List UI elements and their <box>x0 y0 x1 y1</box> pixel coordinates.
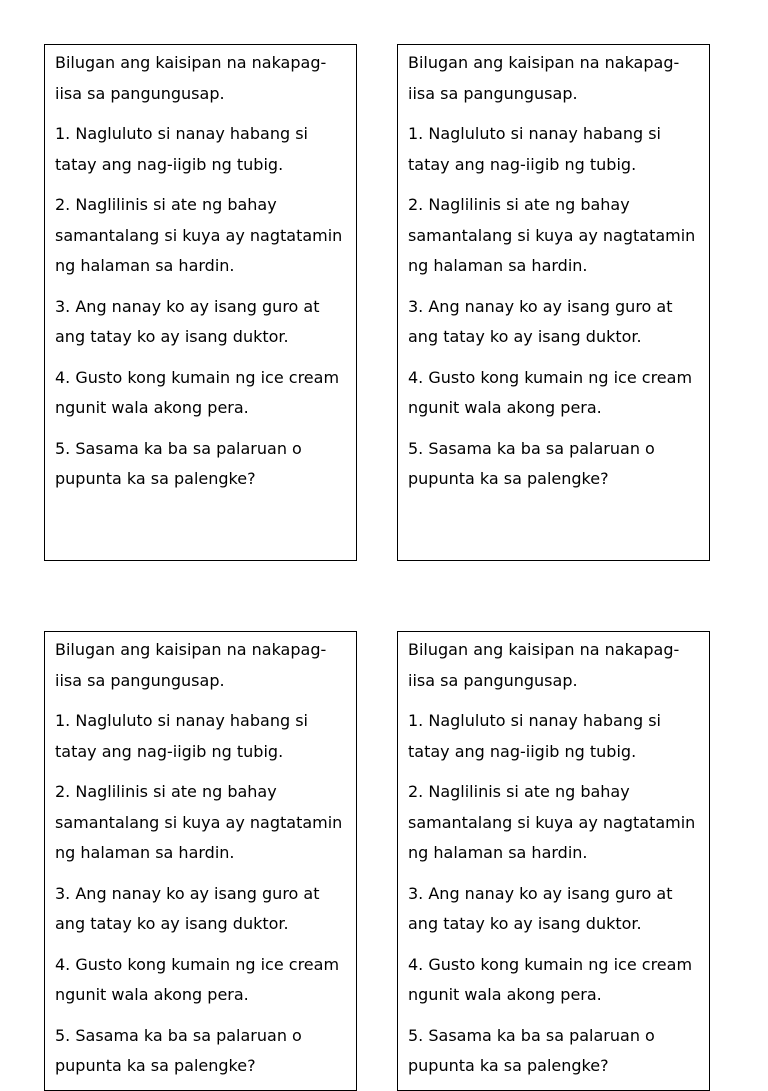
card-item-1: 1. Nagluluto si nanay habang si tatay ang nag-iigib ng tubig. <box>55 124 308 174</box>
card-item-4: 4. Gusto kong kumain ng ice cream ngunit wala akong pera. <box>408 367 693 417</box>
card-item-2: 2. Naglilinis si ate ng bahay samantalang si kuya ay nagtatamin ng halaman sa hardin. <box>55 782 343 862</box>
card-item-4: 4. Gusto kong kumain ng ice cream ngunit wala akong pera. <box>408 954 693 1004</box>
card-item-1: 1. Nagluluto si nanay habang si tatay ang nag-iigib ng tubig. <box>55 711 308 761</box>
worksheet-card-top-right <box>397 44 710 561</box>
card-instruction: Bilugan ang kaisipan na nakapag-iisa sa pangungusap. <box>55 53 327 103</box>
card-item-5: 5. Sasama ka ba sa palaruan o pupunta ka sa palengke? <box>408 1025 655 1075</box>
card-item-3: 3. Ang nanay ko ay isang guro at ang tatay ko ay isang duktor. <box>408 296 673 346</box>
card-item-3: 3. Ang nanay ko ay isang guro at ang tatay ko ay isang duktor. <box>55 883 320 933</box>
worksheet-card-bottom-left <box>44 631 357 1091</box>
worksheet-card-bottom-right <box>397 631 710 1091</box>
card-item-4: 4. Gusto kong kumain ng ice cream ngunit wala akong pera. <box>55 367 340 417</box>
card-item-5: 5. Sasama ka ba sa palaruan o pupunta ka sa palengke? <box>55 438 302 488</box>
card-item-1: 1. Nagluluto si nanay habang si tatay ang nag-iigib ng tubig. <box>408 711 661 761</box>
card-instruction: Bilugan ang kaisipan na nakapag-iisa sa pangungusap. <box>55 640 327 690</box>
card-item-2: 2. Naglilinis si ate ng bahay samantalang si kuya ay nagtatamin ng halaman sa hardin. <box>408 782 696 862</box>
worksheet-card-top-left <box>44 44 357 561</box>
card-item-3: 3. Ang nanay ko ay isang guro at ang tatay ko ay isang duktor. <box>408 883 673 933</box>
card-item-2: 2. Naglilinis si ate ng bahay samantalang si kuya ay nagtatamin ng halaman sa hardin. <box>55 195 343 275</box>
card-item-4: 4. Gusto kong kumain ng ice cream ngunit wala akong pera. <box>55 954 340 1004</box>
card-item-5: 5. Sasama ka ba sa palaruan o pupunta ka sa palengke? <box>55 1025 302 1075</box>
card-item-1: 1. Nagluluto si nanay habang si tatay ang nag-iigib ng tubig. <box>408 124 661 174</box>
card-instruction: Bilugan ang kaisipan na nakapag-iisa sa pangungusap. <box>408 53 680 103</box>
card-item-2: 2. Naglilinis si ate ng bahay samantalang si kuya ay nagtatamin ng halaman sa hardin. <box>408 195 696 275</box>
card-instruction: Bilugan ang kaisipan na nakapag-iisa sa pangungusap. <box>408 640 680 690</box>
card-item-3: 3. Ang nanay ko ay isang guro at ang tatay ko ay isang duktor. <box>55 296 320 346</box>
card-item-5: 5. Sasama ka ba sa palaruan o pupunta ka sa palengke? <box>408 438 655 488</box>
